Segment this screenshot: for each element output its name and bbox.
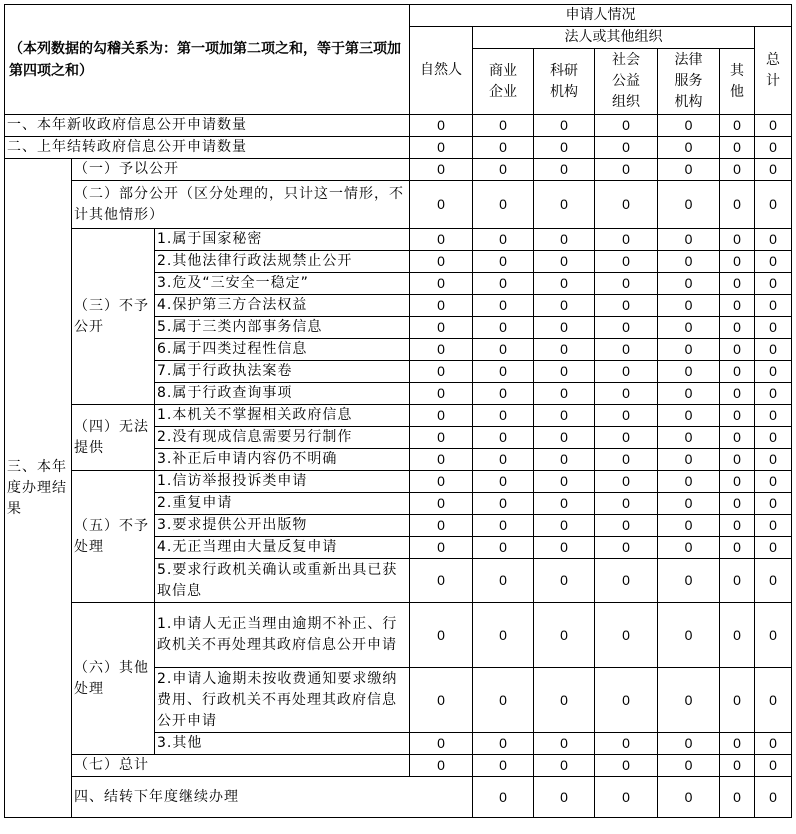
cell-value: 0: [755, 159, 792, 181]
cell-value: 0: [658, 115, 720, 137]
cell-value: 0: [473, 273, 534, 295]
cell-value: 0: [534, 229, 595, 251]
cell-value: 0: [410, 559, 473, 603]
cell-value: 0: [473, 515, 534, 537]
item-label: 5.属于三类内部事务信息: [155, 317, 410, 339]
item-label: 7.属于行政执法案卷: [155, 361, 410, 383]
cell-value: 0: [658, 668, 720, 733]
cell-value: 0: [755, 339, 792, 361]
cell-value: 0: [534, 115, 595, 137]
cell-value: 0: [410, 471, 473, 493]
cell-value: 0: [410, 137, 473, 159]
cell-value: 0: [658, 755, 720, 777]
item-label: 4.保护第三方合法权益: [155, 295, 410, 317]
cell-value: 0: [473, 427, 534, 449]
cell-value: 0: [410, 115, 473, 137]
cell-value: 0: [473, 229, 534, 251]
cell-value: 0: [410, 405, 473, 427]
item-label: 8.属于行政查询事项: [155, 383, 410, 405]
cell-value: 0: [755, 427, 792, 449]
cell-value: 0: [595, 755, 658, 777]
cell-value: 0: [658, 251, 720, 273]
cell-value: 0: [410, 251, 473, 273]
cell-value: 0: [720, 777, 755, 818]
cell-value: 0: [410, 755, 473, 777]
cell-value: 0: [534, 317, 595, 339]
cell-value: 0: [755, 733, 792, 755]
cell-value: 0: [658, 537, 720, 559]
cell-value: 0: [473, 668, 534, 733]
col-natural-person: 自然人: [410, 27, 473, 115]
cell-value: 0: [534, 251, 595, 273]
cell-value: 0: [534, 273, 595, 295]
cell-value: 0: [755, 295, 792, 317]
cell-value: 0: [534, 537, 595, 559]
cell-value: 0: [720, 137, 755, 159]
cell-value: 0: [658, 405, 720, 427]
cell-value: 0: [595, 471, 658, 493]
cell-value: 0: [534, 777, 595, 818]
cell-value: 0: [534, 471, 595, 493]
cell-value: 0: [755, 493, 792, 515]
cell-value: 0: [595, 159, 658, 181]
cell-value: 0: [410, 273, 473, 295]
item-label: 3.要求提供公开出版物: [155, 515, 410, 537]
cell-value: 0: [534, 295, 595, 317]
cell-value: 0: [595, 427, 658, 449]
cell-value: 0: [595, 515, 658, 537]
legal-entity-header: 法人或其他组织: [473, 27, 755, 49]
cell-value: 0: [658, 159, 720, 181]
cell-value: 0: [534, 493, 595, 515]
cell-value: 0: [595, 733, 658, 755]
cell-value: 0: [595, 537, 658, 559]
row-partially-disclosed: [5, 181, 792, 229]
item-label: 1.属于国家秘密: [155, 229, 410, 251]
cell-value: 0: [720, 537, 755, 559]
cell-value: 0: [595, 383, 658, 405]
cell-value: 0: [534, 603, 595, 668]
cell-value: 0: [534, 159, 595, 181]
cell-value: 0: [755, 137, 792, 159]
cell-value: 0: [473, 537, 534, 559]
cell-value: 0: [755, 115, 792, 137]
cell-value: 0: [720, 493, 755, 515]
cell-value: 0: [473, 137, 534, 159]
cell-value: 0: [595, 603, 658, 668]
cell-value: 0: [534, 668, 595, 733]
row-label: 二、上年结转政府信息公开申请数量: [5, 137, 410, 159]
cell-value: 0: [720, 159, 755, 181]
cell-value: 0: [720, 603, 755, 668]
cell-value: 0: [410, 361, 473, 383]
cell-value: 0: [534, 755, 595, 777]
cell-value: 0: [755, 603, 792, 668]
cell-value: 0: [473, 603, 534, 668]
cell-value: 0: [534, 449, 595, 471]
cell-value: 0: [720, 181, 755, 229]
cell-value: 0: [473, 405, 534, 427]
column-relation-note: （本列数据的勾稽关系为：第一项加第二项之和，等于第三项加第四项之和）: [5, 5, 410, 115]
cell-value: 0: [473, 449, 534, 471]
col-legal-service: 法律服务机构: [658, 49, 720, 115]
cell-value: 0: [410, 181, 473, 229]
item-label: 6.属于四类过程性信息: [155, 339, 410, 361]
cell-value: 0: [534, 181, 595, 229]
cell-value: 0: [595, 361, 658, 383]
row-results-total: [5, 755, 792, 777]
cell-value: 0: [410, 733, 473, 755]
cell-value: 0: [720, 733, 755, 755]
cell-value: 0: [534, 427, 595, 449]
cell-value: 0: [755, 471, 792, 493]
cell-value: 0: [658, 383, 720, 405]
disclosure-stats-table: [4, 4, 792, 818]
cell-value: 0: [595, 317, 658, 339]
cell-value: 0: [410, 295, 473, 317]
cell-value: 0: [755, 559, 792, 603]
cell-value: 0: [473, 317, 534, 339]
item-label: 4.无正当理由大量反复申请: [155, 537, 410, 559]
cell-value: 0: [534, 515, 595, 537]
section-results-label: 三、本年度办理结果: [5, 159, 72, 818]
item-label: 2.没有现成信息需要另行制作: [155, 427, 410, 449]
cell-value: 0: [658, 515, 720, 537]
col-other: 其他: [720, 49, 755, 115]
cell-value: 0: [755, 317, 792, 339]
cell-value: 0: [410, 229, 473, 251]
cell-value: 0: [595, 777, 658, 818]
cell-value: 0: [595, 137, 658, 159]
cell-value: 0: [720, 361, 755, 383]
cell-value: 0: [473, 361, 534, 383]
cell-value: 0: [720, 427, 755, 449]
cell-value: 0: [658, 733, 720, 755]
cell-value: 0: [410, 383, 473, 405]
table-row: [5, 603, 792, 668]
cell-value: 0: [658, 493, 720, 515]
cell-value: 0: [755, 273, 792, 295]
cell-value: 0: [595, 449, 658, 471]
cell-value: 0: [720, 668, 755, 733]
cell-value: 0: [473, 251, 534, 273]
col-research: 科研机构: [534, 49, 595, 115]
group-label-other-handling: （六）其他处理: [72, 603, 155, 755]
cell-value: 0: [473, 159, 534, 181]
row-disclosed: [5, 159, 792, 181]
cell-value: 0: [410, 537, 473, 559]
cell-value: 0: [720, 295, 755, 317]
cell-value: 0: [595, 405, 658, 427]
item-label: 2.重复申请: [155, 493, 410, 515]
row-label: （二）部分公开（区分处理的，只计这一情形，不计其他情形）: [72, 181, 410, 229]
cell-value: 0: [473, 383, 534, 405]
cell-value: 0: [720, 251, 755, 273]
cell-value: 0: [473, 339, 534, 361]
cell-value: 0: [720, 471, 755, 493]
cell-value: 0: [720, 339, 755, 361]
cell-value: 0: [473, 181, 534, 229]
applicant-header: 申请人情况: [410, 5, 792, 27]
cell-value: 0: [720, 317, 755, 339]
cell-value: 0: [410, 449, 473, 471]
col-business: 商业企业: [473, 49, 534, 115]
cell-value: 0: [534, 405, 595, 427]
cell-value: 0: [658, 181, 720, 229]
cell-value: 0: [658, 449, 720, 471]
group-label-unable-to-provide: （四）无法提供: [72, 405, 155, 471]
cell-value: 0: [410, 603, 473, 668]
cell-value: 0: [658, 137, 720, 159]
cell-value: 0: [720, 559, 755, 603]
cell-value: 0: [410, 427, 473, 449]
cell-value: 0: [755, 405, 792, 427]
cell-value: 0: [755, 537, 792, 559]
cell-value: 0: [595, 559, 658, 603]
cell-value: 0: [658, 777, 720, 818]
row-label: （一）予以公开: [72, 159, 410, 181]
cell-value: 0: [658, 361, 720, 383]
cell-value: 0: [658, 229, 720, 251]
item-label: 3.其他: [155, 733, 410, 755]
cell-value: 0: [534, 361, 595, 383]
cell-value: 0: [595, 295, 658, 317]
cell-value: 0: [473, 471, 534, 493]
col-total: 总计: [755, 27, 792, 115]
cell-value: 0: [534, 559, 595, 603]
cell-value: 0: [595, 229, 658, 251]
cell-value: 0: [473, 559, 534, 603]
cell-value: 0: [755, 449, 792, 471]
cell-value: 0: [410, 159, 473, 181]
cell-value: 0: [755, 251, 792, 273]
group-label-not-processed: （五）不予处理: [72, 471, 155, 603]
cell-value: 0: [720, 405, 755, 427]
cell-value: 0: [595, 339, 658, 361]
table-row: [5, 471, 792, 493]
cell-value: 0: [534, 137, 595, 159]
cell-value: 0: [595, 273, 658, 295]
col-public-welfare: 社会公益组织: [595, 49, 658, 115]
cell-value: 0: [720, 515, 755, 537]
cell-value: 0: [410, 515, 473, 537]
cell-value: 0: [595, 493, 658, 515]
cell-value: 0: [658, 317, 720, 339]
cell-value: 0: [595, 115, 658, 137]
cell-value: 0: [755, 777, 792, 818]
cell-value: 0: [595, 181, 658, 229]
cell-value: 0: [658, 273, 720, 295]
item-label: 2.其他法律行政法规禁止公开: [155, 251, 410, 273]
row-carried-over: [5, 137, 792, 159]
cell-value: 0: [534, 733, 595, 755]
cell-value: 0: [473, 295, 534, 317]
group-label-not-disclosed: （三）不予公开: [72, 229, 155, 405]
cell-value: 0: [658, 471, 720, 493]
item-label: 2.申请人逾期未按收费通知要求缴纳费用、行政机关不再处理其政府信息公开申请: [155, 668, 410, 733]
item-label: 5.要求行政机关确认或重新出具已获取信息: [155, 559, 410, 603]
item-label: 1.申请人无正当理由逾期不补正、行政机关不再处理其政府信息公开申请: [155, 603, 410, 668]
cell-value: 0: [473, 115, 534, 137]
cell-value: 0: [755, 515, 792, 537]
table-row: [5, 229, 792, 251]
cell-value: 0: [410, 339, 473, 361]
cell-value: 0: [720, 229, 755, 251]
cell-value: 0: [755, 181, 792, 229]
cell-value: 0: [720, 115, 755, 137]
cell-value: 0: [658, 603, 720, 668]
cell-value: 0: [658, 427, 720, 449]
cell-value: 0: [534, 383, 595, 405]
row-label: 四、结转下年度继续办理: [72, 777, 473, 818]
row-carry-forward: [5, 777, 792, 818]
item-label: 1.信访举报投诉类申请: [155, 471, 410, 493]
cell-value: 0: [755, 668, 792, 733]
row-label: 一、本年新收政府信息公开申请数量: [5, 115, 410, 137]
item-label: 3.危及“三安全一稳定”: [155, 273, 410, 295]
cell-value: 0: [755, 229, 792, 251]
cell-value: 0: [755, 755, 792, 777]
cell-value: 0: [534, 339, 595, 361]
table-row: [5, 405, 792, 427]
cell-value: 0: [658, 295, 720, 317]
cell-value: 0: [755, 361, 792, 383]
cell-value: 0: [720, 755, 755, 777]
cell-value: 0: [410, 668, 473, 733]
cell-value: 0: [595, 251, 658, 273]
cell-value: 0: [410, 493, 473, 515]
cell-value: 0: [658, 559, 720, 603]
cell-value: 0: [473, 777, 534, 818]
row-label: （七）总计: [72, 755, 410, 777]
cell-value: 0: [473, 493, 534, 515]
item-label: 3.补正后申请内容仍不明确: [155, 449, 410, 471]
cell-value: 0: [473, 733, 534, 755]
cell-value: 0: [410, 317, 473, 339]
cell-value: 0: [473, 755, 534, 777]
cell-value: 0: [755, 383, 792, 405]
cell-value: 0: [658, 339, 720, 361]
cell-value: 0: [595, 668, 658, 733]
item-label: 1.本机关不掌握相关政府信息: [155, 405, 410, 427]
cell-value: 0: [720, 383, 755, 405]
row-new-requests: [5, 115, 792, 137]
cell-value: 0: [720, 449, 755, 471]
cell-value: 0: [720, 273, 755, 295]
